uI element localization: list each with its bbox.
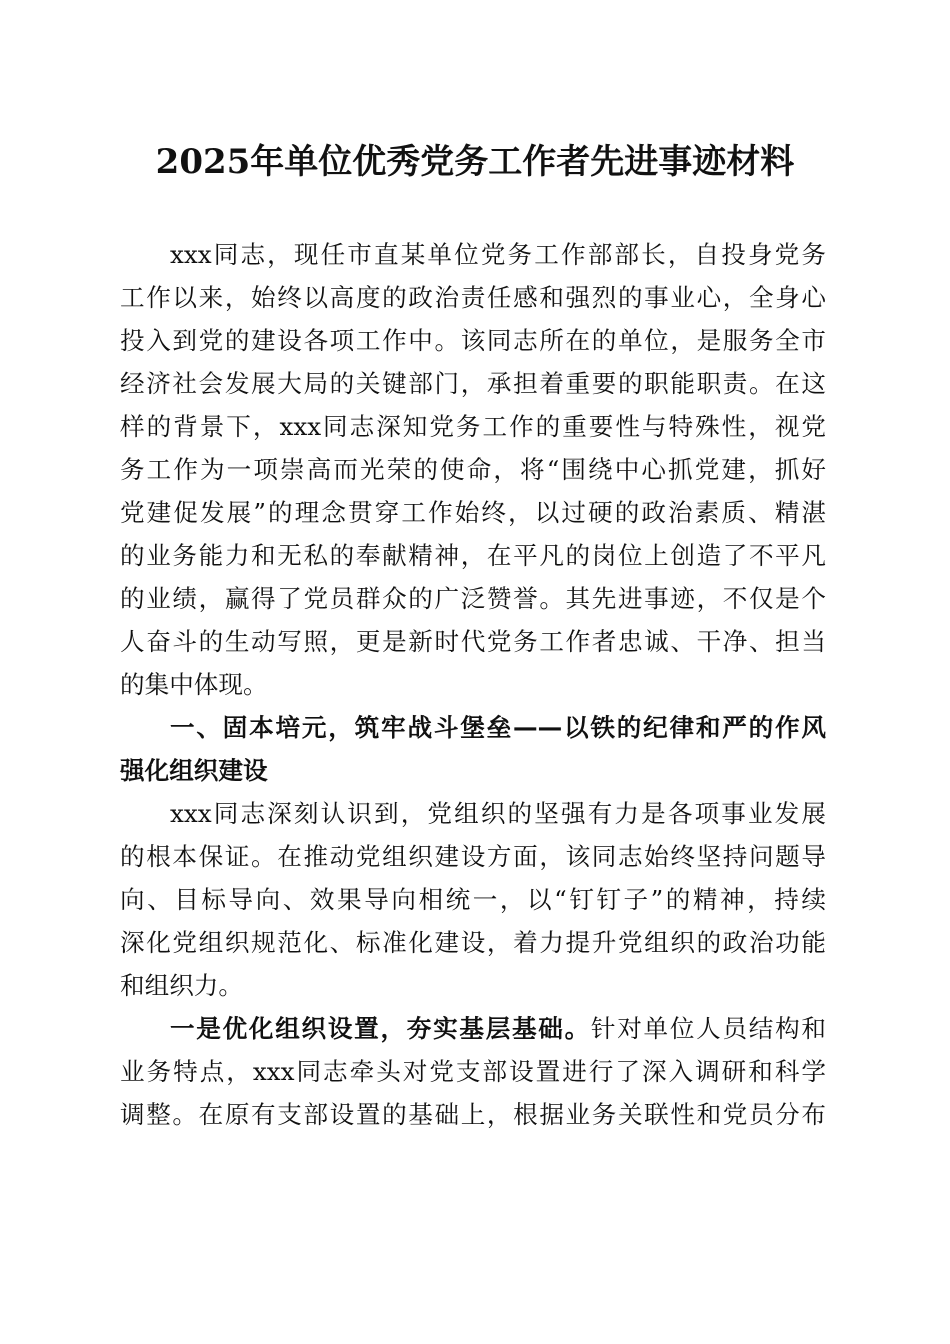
section-1-paragraph xyxy=(120,792,826,1007)
paragraph-line: 务工作为一项崇高而光荣的使命，将“围绕中心抓党建，抓好 xyxy=(120,455,826,484)
paragraph-line: xxx同志，现任市直某单位党务工作部部长，自投身党务 xyxy=(170,240,826,269)
document-title: 2025年单位优秀党务工作者先进事迹材料 xyxy=(155,142,795,182)
heading-line: 强化组织建设 xyxy=(120,756,268,785)
paragraph-line: 党建促发展”的理念贯穿工作始终，以过硬的政治素质、精湛 xyxy=(120,498,826,527)
intro-paragraph xyxy=(120,233,826,706)
paragraph-line: 的业绩，赢得了党员群众的广泛赞誉。其先进事迹，不仅是个 xyxy=(120,584,826,613)
paragraph-line: 样的背景下，xxx同志深知党务工作的重要性与特殊性，视党 xyxy=(120,412,826,441)
heading-line: 一、固本培元，筑牢战斗堡垒——以铁的纪律和严的作风 xyxy=(170,713,826,742)
point-lead: 一是优化组织设置，夯实基层基础。 xyxy=(170,1014,591,1043)
section-heading-1 xyxy=(120,706,826,792)
paragraph-line: 的业务能力和无私的奉献精神，在平凡的岗位上创造了不平凡 xyxy=(120,541,826,570)
paragraph-line: xxx同志深刻认识到，党组织的坚强有力是各项事业发展 xyxy=(170,799,826,828)
point-1-paragraph xyxy=(120,1007,826,1136)
paragraph-line: 的根本保证。在推动党组织建设方面，该同志始终坚持问题导 xyxy=(120,842,826,871)
paragraph-line: 经济社会发展大局的关键部门，承担着重要的职能职责。在这 xyxy=(120,369,826,398)
point-text: 针对单位人员结构和 xyxy=(590,1014,826,1043)
paragraph-line: 调整。在原有支部设置的基础上，根据业务关联性和党员分布 xyxy=(120,1100,826,1129)
paragraph-line: 的集中体现。 xyxy=(120,670,268,699)
paragraph-line: 业务特点，xxx同志牵头对党支部设置进行了深入调研和科学 xyxy=(120,1057,826,1086)
paragraph-line: 向、目标导向、效果导向相统一，以“钉钉子”的精神，持续 xyxy=(120,885,826,914)
paragraph-line: 投入到党的建设各项工作中。该同志所在的单位，是服务全市 xyxy=(120,326,826,355)
paragraph-line: 和组织力。 xyxy=(120,971,243,1000)
paragraph-line xyxy=(120,1007,826,1050)
document-body xyxy=(120,233,826,1136)
paragraph-line: 工作以来，始终以高度的政治责任感和强烈的事业心，全身心 xyxy=(120,283,826,312)
paragraph-line: 人奋斗的生动写照，更是新时代党务工作者忠诚、干净、担当 xyxy=(120,627,826,656)
paragraph-line: 深化党组织规范化、标准化建设，着力提升党组织的政治功能 xyxy=(120,928,826,957)
